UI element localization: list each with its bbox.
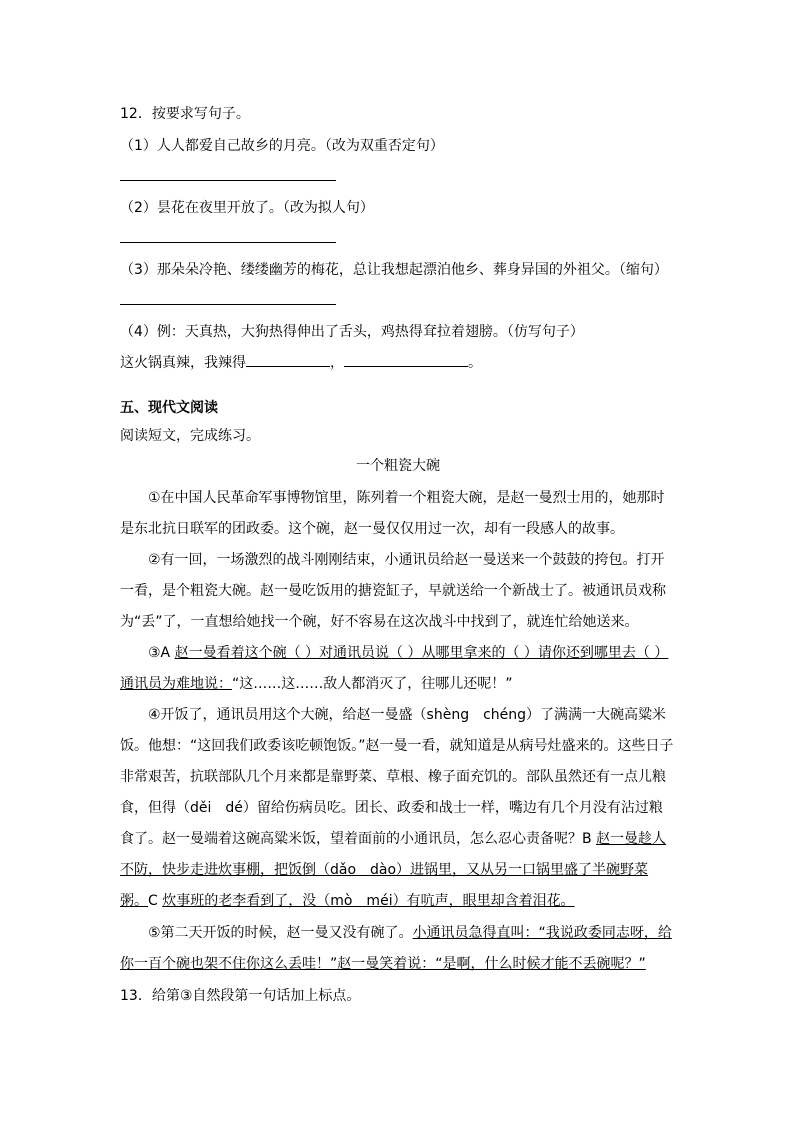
paragraph-2: ②有一回，一场激烈的战斗刚刚结束，小通讯员给赵一曼送来一个鼓鼓的挎包。打开一看，是个粗瓷大碗。赵一曼吃饭用的搪瓷缸子，早就送给一个新战士了。被通讯员戏称为“丢”了，一直想给她找一个碗，好不容易在这次战斗中找到了，就连忙给她送来。 (120, 552, 666, 630)
p5-text: ⑤第二天开饭的时候，赵一曼又没有碗了。 (148, 925, 413, 941)
q12-item-3: （3）那朵朵冷艳、缕缕幽芳的梅花，总让我想起漂泊他乡、葬身异国的外祖父。（缩句） (120, 262, 668, 278)
p5-underlined: 小通讯员急得直叫：“我说政委同志呀，给你一百个碗也架不住你这么丢哇！”赵一曼笑着说：“是啊，什么时候才能不丢碗呢？” (120, 925, 672, 972)
paragraph-5 (120, 918, 676, 980)
answer-line-3[interactable] (120, 304, 336, 305)
question-13: 13．给第③自然段第一句话加上标点。 (120, 988, 361, 1004)
sentence-a: 赵一曼看着这个碗（ ）对通讯员说（ ）从哪里拿来的（ ）请你还到哪里去（ ）通讯员为难地说： (120, 645, 669, 692)
fill-blank-1[interactable] (246, 352, 330, 367)
passage-title: 一个粗瓷大碗 (356, 458, 440, 474)
sentence-c: 炊事班的老李看到了，没（mò méi）有吭声，眼里却含着泪花。 (162, 893, 575, 909)
sentence-b: 赵一曼趁人不防，快步走进炊事棚，把饭倒（dǎo dào）进锅里，又从另一口锅里盛了半碗野菜粥。 (120, 831, 667, 909)
paragraph-3 (120, 638, 676, 700)
p4-text: ④开饭了，通讯员用这个大碗，给赵一曼盛（shèng chéng）了满满一大碗高粱米饭。他想：“这回我们政委该吃顿饱饭。”赵一曼一看，就知道是从病号灶盛来的。这些日子非常艰苦，抗联部队几个月来都是靠野菜、草根、橡子面充饥的。部队虽然还有一点儿粮食，但得（děi dé）留给伤病员吃。团长、政委和战士一样，嘴边有几个月没有沾过粮食了。赵一曼端着这碗高粱米饭，望着面前的小通讯员，怎么忍心责备呢？B (120, 707, 674, 847)
section-heading: 五、现代文阅读 (120, 400, 218, 416)
q12-item-4: （4）例：天真热，大狗热得伸出了舌头，鸡热得耷拉着翅膀。（仿写句子） (120, 324, 584, 340)
paragraph-1: ①在中国人民革命军事博物馆里，陈列着一个粗瓷大碗，是赵一曼烈士用的，她那时是东北抗日联军的团政委。这个碗，赵一曼仅仅用过一次，却有一段感人的故事。 (120, 490, 665, 537)
q12-item-2: （2）昙花在夜里开放了。（改为拟人句） (120, 200, 374, 216)
fill-prefix: 这火锅真辣，我辣得 (120, 355, 246, 371)
answer-line-1[interactable] (120, 180, 336, 181)
answer-line-2[interactable] (120, 242, 336, 243)
section-instruction: 阅读短文，完成练习。 (120, 428, 260, 444)
marker-c: C (148, 893, 163, 909)
fill-end: 。 (468, 355, 482, 371)
fill-separator: ， (330, 355, 344, 371)
q12-item-4-fill (120, 352, 482, 373)
p3-rest: “这……这……敌人都消灭了，往哪儿还呢！” (232, 676, 513, 692)
q12-item-1: （1）人人都爱自己故乡的月亮。（改为双重否定句） (120, 138, 444, 154)
marker-a: ③A (148, 645, 175, 661)
fill-blank-2[interactable] (344, 352, 468, 367)
paragraph-4 (120, 700, 676, 917)
q12-title: 12．按要求写句子。 (120, 106, 250, 122)
